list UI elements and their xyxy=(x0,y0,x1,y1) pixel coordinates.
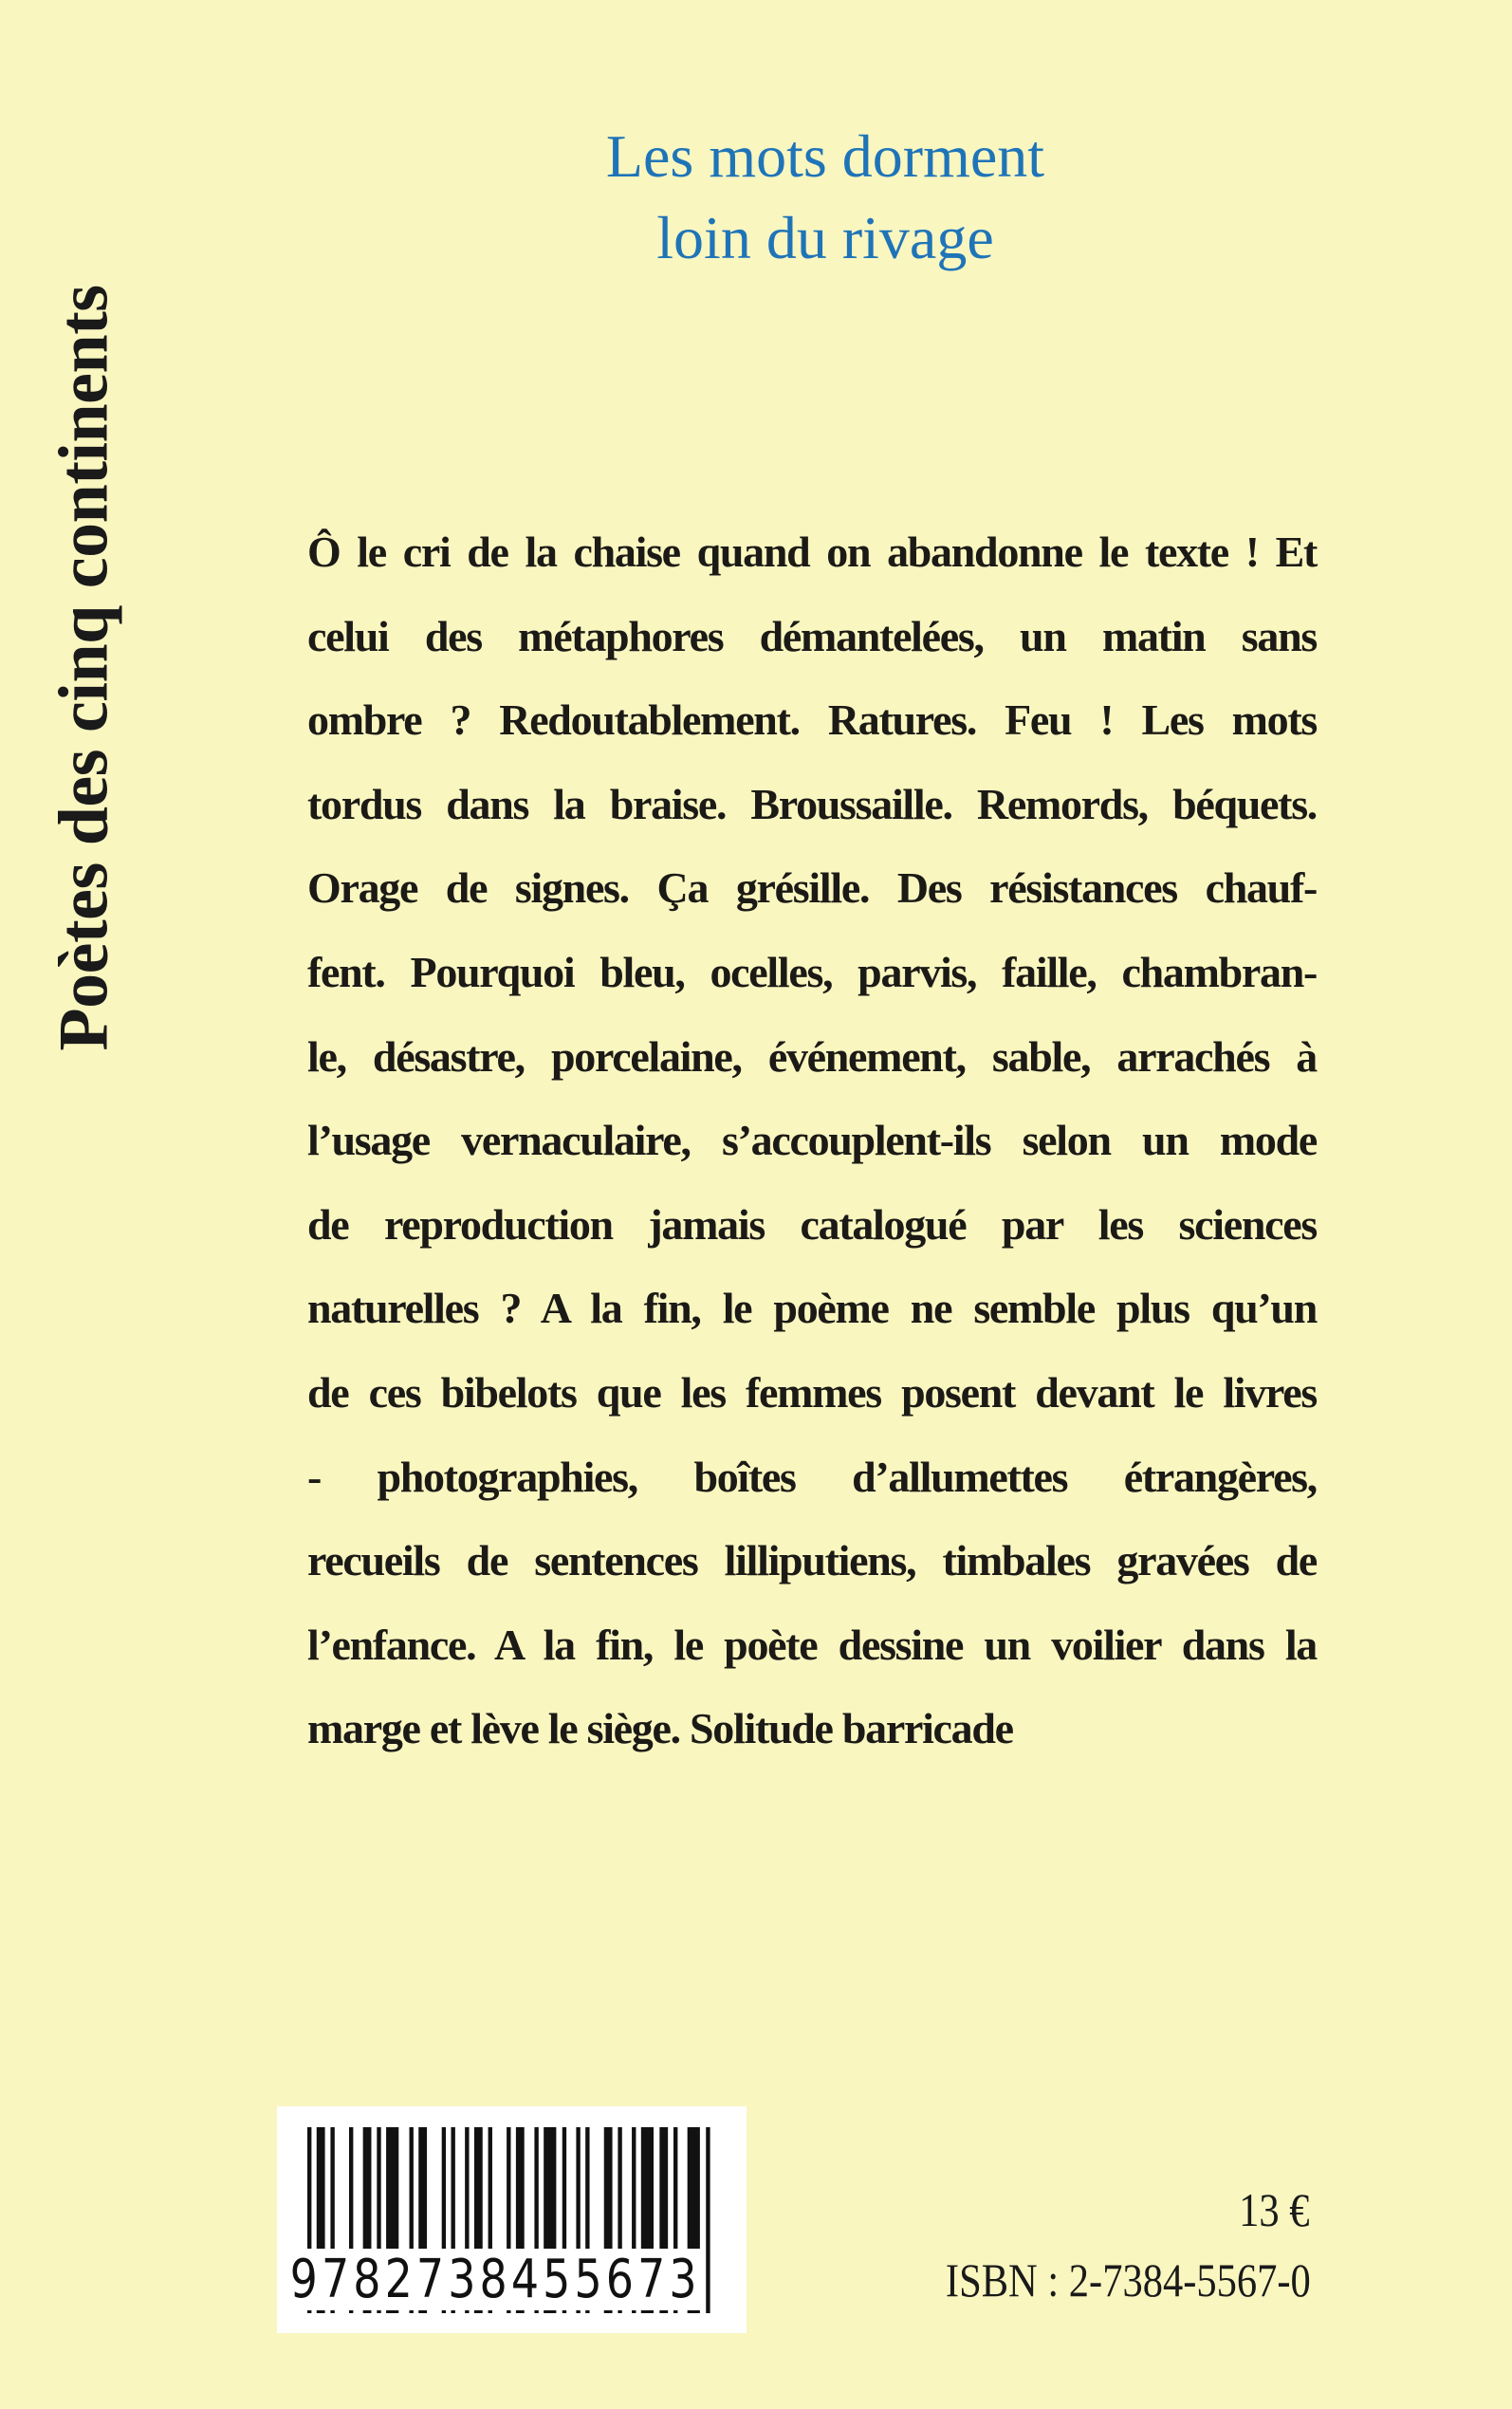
blurb-line: fent. Pourquoi bleu, ocelles, parvis, faille, chambran- xyxy=(307,947,1317,996)
blurb-line: le, désastre, porcelaine, événement, sable, arrachés à xyxy=(307,1031,1317,1081)
book-title-line-1: Les mots dorment xyxy=(605,122,1045,190)
blurb-line: tordus dans la braise. Broussaille. Remords, béquets. xyxy=(307,779,1317,828)
price: 13 € xyxy=(1238,2183,1309,2236)
blurb-line: - photographies, boîtes d’allumettes étrangères, xyxy=(307,1452,1317,1501)
blurb-line: recueils de sentences lilliputiens, timbales gravées de xyxy=(307,1536,1317,1585)
blurb-text xyxy=(307,510,1317,1771)
blurb-line: Orage de signes. Ça grésille. Des résistances chauf- xyxy=(307,863,1317,913)
blurb-line: ombre ? Redoutablement. Ratures. Feu ! Les mots xyxy=(307,695,1317,745)
barcode-digits: 9782738455673 xyxy=(289,2249,701,2310)
blurb-line: naturelles ? A la fin, le poème ne semble plus qu’un xyxy=(307,1284,1317,1333)
barcode-bar xyxy=(706,2127,710,2313)
series-name: Poètes des cinq continents xyxy=(45,285,123,1051)
blurb-line: de reproduction jamais catalogué par les sciences xyxy=(307,1199,1317,1249)
barcode xyxy=(277,2106,747,2333)
blurb-line: marge et lève le siège. Solitude barricade xyxy=(307,1704,1013,1753)
book-title xyxy=(417,116,1233,279)
blurb-line: l’usage vernaculaire, s’accouplent-ils selon un mode xyxy=(307,1116,1317,1165)
blurb-line: celui des métaphores démantelées, un matin sans xyxy=(307,611,1317,660)
blurb-line: Ô le cri de la chaise quand on abandonne le texte ! Et xyxy=(307,528,1317,576)
blurb-line: de ces bibelots que les femmes posent devant le livres xyxy=(307,1367,1317,1417)
book-title-line-2: loin du rivage xyxy=(656,204,994,271)
isbn: ISBN : 2-7384-5567-0 xyxy=(946,2253,1311,2307)
blurb-line: l’enfance. A la fin, le poète dessine un voilier dans la xyxy=(307,1620,1317,1669)
